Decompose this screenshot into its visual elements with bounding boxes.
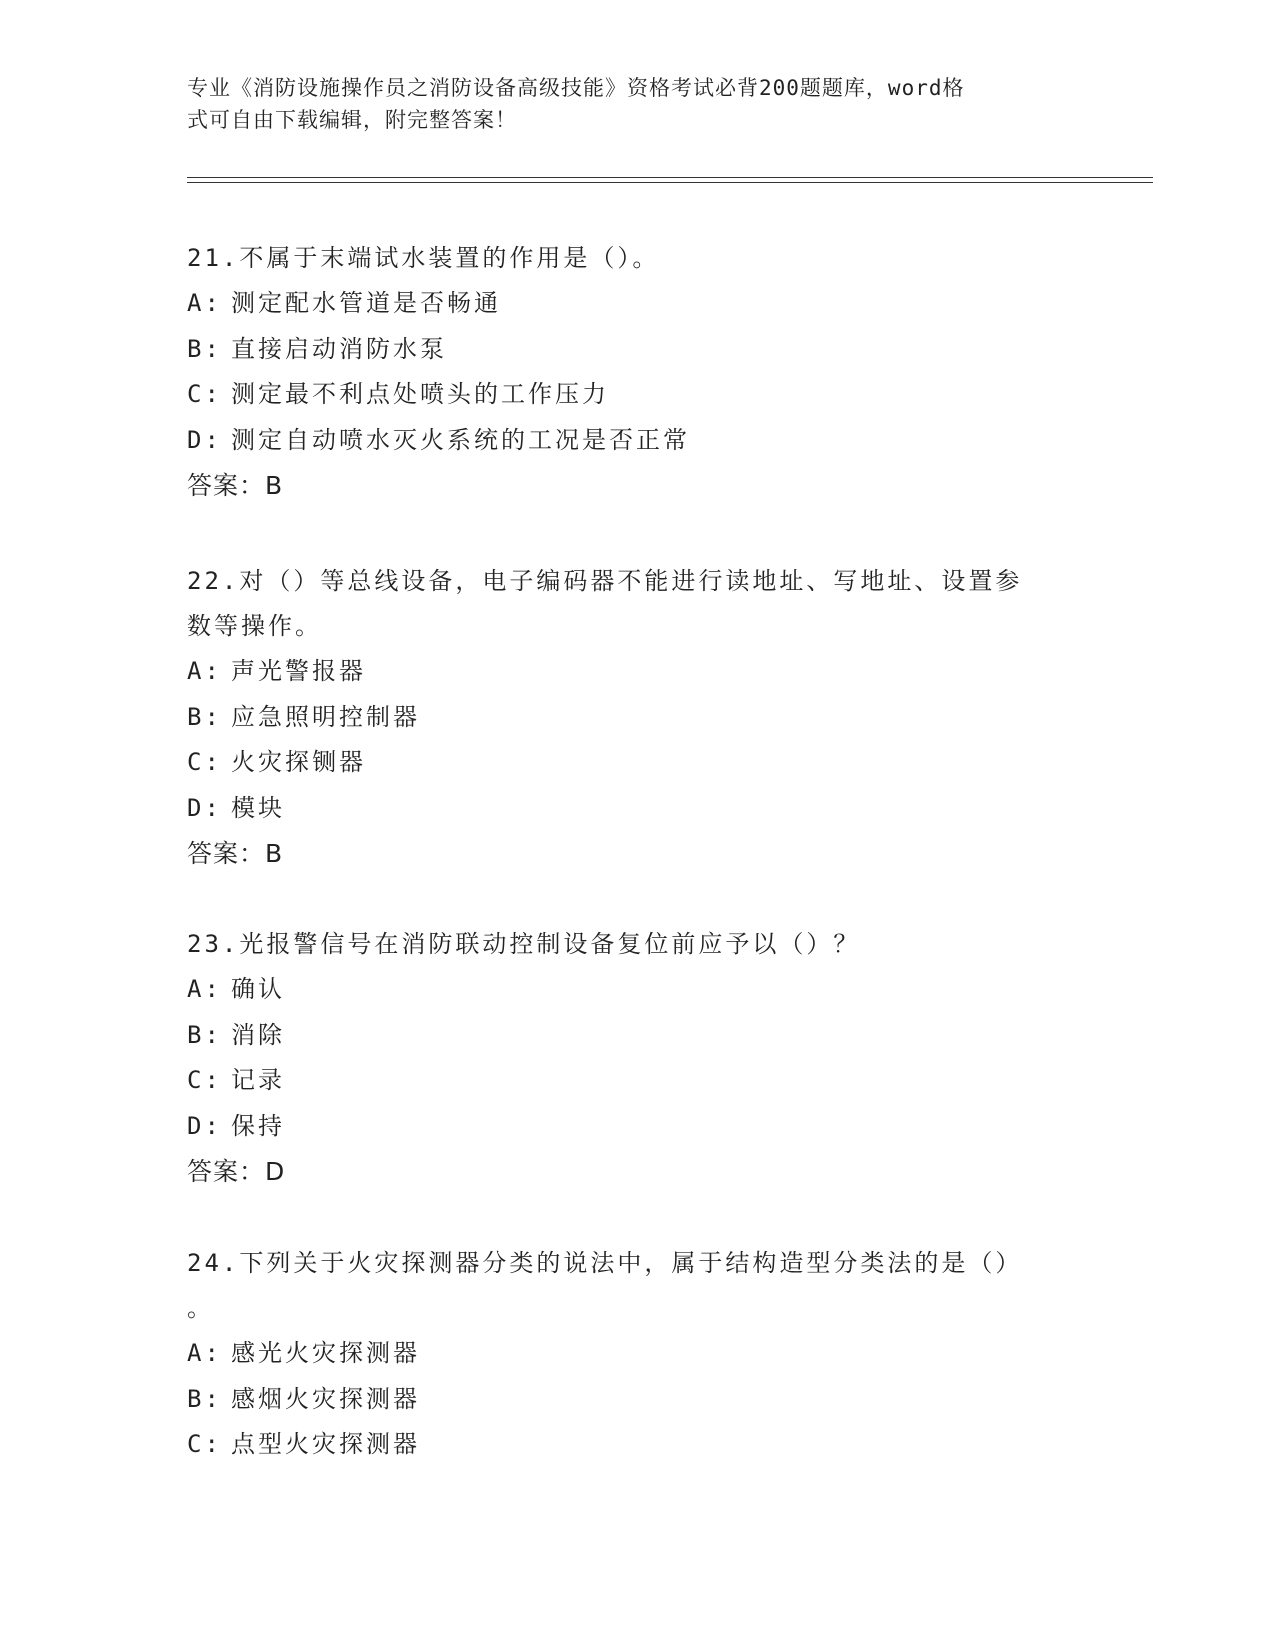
question-stem-line: 22.对（）等总线设备，电子编码器不能进行读地址、写地址、设置参 [187, 567, 1023, 595]
option-b [187, 1013, 1087, 1059]
option-b [187, 327, 1087, 373]
question-stem-line: 24.下列关于火灾探测器分类的说法中，属于结构造型分类法的是（） [187, 1249, 1023, 1277]
option-text: 点型火灾探测器 [231, 1430, 420, 1458]
option-text: 火灾探铡器 [231, 748, 366, 776]
option-text: 保持 [231, 1111, 285, 1140]
option-c [187, 372, 1087, 418]
option-label: B: [187, 1384, 222, 1413]
option-label: D: [187, 793, 222, 822]
option-label: D: [187, 425, 222, 454]
question-23 [187, 922, 1087, 1194]
option-b [187, 695, 1087, 741]
option-text: 确认 [231, 975, 285, 1003]
question-21 [187, 236, 1087, 508]
option-label: C: [187, 1430, 222, 1458]
option-d [187, 1104, 1087, 1150]
header-line-1: 专业《消防设施操作员之消防设备高级技能》资格考试必背200题题库，word格 [187, 76, 965, 100]
option-label: C: [187, 1066, 222, 1094]
option-d [187, 418, 1087, 464]
option-label: B: [187, 1020, 222, 1049]
option-d [187, 786, 1087, 832]
option-a [187, 967, 1087, 1013]
question-stem-line: 23.光报警信号在消防联动控制设备复位前应予以（）？ [187, 930, 861, 958]
question-stem [187, 559, 1087, 649]
option-label: D: [187, 1111, 222, 1140]
option-a [187, 649, 1087, 695]
option-text: 感烟火灾探测器 [231, 1384, 420, 1413]
document-header [187, 72, 1087, 136]
option-text: 测定最不利点处喷头的工作压力 [231, 380, 609, 408]
option-label: B: [187, 702, 222, 731]
option-text: 测定配水管道是否畅通 [231, 289, 501, 317]
header-divider-top [187, 177, 1153, 178]
option-text: 声光警报器 [231, 657, 366, 685]
option-c [187, 1422, 1087, 1468]
option-text: 模块 [231, 793, 285, 822]
option-label: C: [187, 748, 222, 776]
option-b [187, 1377, 1087, 1423]
option-label: C: [187, 380, 222, 408]
question-stem [187, 236, 1087, 281]
option-text: 应急照明控制器 [231, 702, 420, 731]
option-c [187, 1058, 1087, 1104]
option-a [187, 281, 1087, 327]
option-label: A: [187, 657, 222, 685]
option-text: 消除 [231, 1020, 285, 1049]
option-c [187, 740, 1087, 786]
answer-line: 答案：D [187, 1157, 286, 1186]
option-a [187, 1331, 1087, 1377]
option-label: A: [187, 289, 222, 317]
question-stem [187, 1241, 1087, 1331]
option-label: A: [187, 975, 222, 1003]
question-22 [187, 559, 1087, 876]
question-stem-line: 。 [187, 1294, 214, 1322]
option-label: A: [187, 1339, 222, 1367]
option-text: 测定自动喷水灭火系统的工况是否正常 [231, 425, 690, 454]
option-text: 记录 [231, 1066, 285, 1094]
answer-line: 答案：B [187, 471, 284, 500]
question-stem-line: 数等操作。 [187, 612, 322, 640]
header-line-2: 式可自由下载编辑，附完整答案！ [187, 108, 517, 132]
question-24 [187, 1241, 1087, 1468]
header-divider-bottom [187, 182, 1153, 183]
option-text: 感光火灾探测器 [231, 1339, 420, 1367]
option-label: B: [187, 334, 222, 363]
option-text: 直接启动消防水泵 [231, 334, 447, 363]
answer-line: 答案：B [187, 839, 284, 868]
question-stem-line: 21.不属于末端试水装置的作用是（）。 [187, 244, 660, 272]
question-stem [187, 922, 1087, 967]
